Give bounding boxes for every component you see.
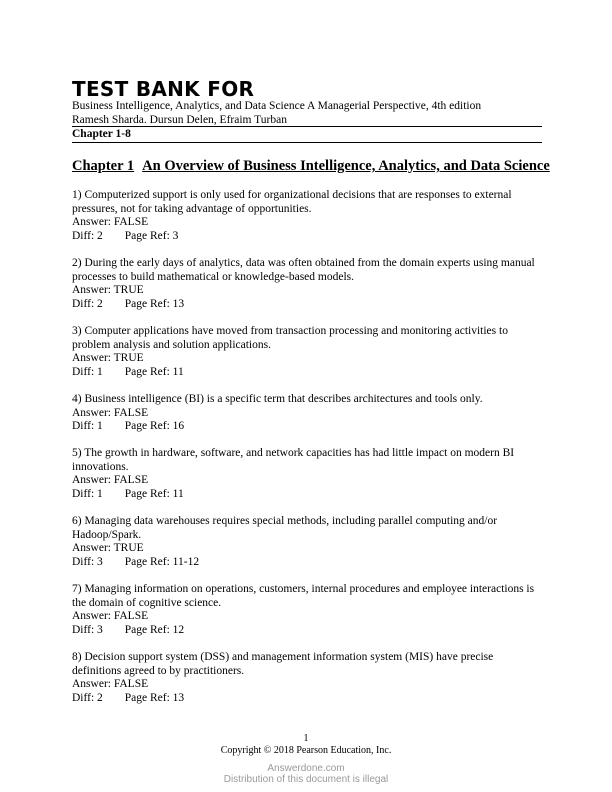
chapter-number: Chapter 1 — [72, 158, 135, 174]
question-meta — [72, 366, 542, 380]
question-text: 7) Managing information on operations, customers, internal procedures and employee interactions is the domain of cognitive science. — [72, 583, 535, 609]
question-difficulty: Diff: 2 — [72, 691, 103, 704]
question-page-ref: Page Ref: 16 — [124, 420, 185, 433]
question-item — [72, 583, 542, 637]
question-meta — [72, 230, 542, 244]
question-text: 2) During the early days of analytics, data was often obtained from the domain experts using manual processes to build mathematical or knowledge-based models. — [72, 256, 535, 283]
header-divider-top — [72, 126, 542, 127]
question-item — [72, 189, 542, 243]
question-answer: Answer: FALSE — [72, 406, 149, 419]
question-page-ref: Page Ref: 11 — [124, 488, 184, 501]
question-item — [72, 325, 542, 379]
question-meta — [72, 556, 542, 570]
question-page-ref: Page Ref: 11 — [124, 365, 184, 378]
question-difficulty: Diff: 3 — [72, 624, 103, 636]
chapter-heading — [72, 157, 552, 175]
copyright-notice: Copyright © 2018 Pearson Education, Inc. — [220, 745, 392, 756]
question-difficulty: Diff: 2 — [72, 297, 103, 310]
question-text: 8) Decision support system (DSS) and management information system (MIS) have precise definitions agreed to by practitioners. — [72, 651, 494, 677]
question-answer: Answer: FALSE — [72, 610, 149, 623]
question-page-ref: Page Ref: 12 — [124, 624, 185, 636]
question-difficulty: Diff: 3 — [72, 556, 103, 569]
question-answer: Answer: FALSE — [72, 474, 149, 487]
question-meta — [72, 488, 542, 502]
question-page-ref: Page Ref: 11-12 — [124, 556, 200, 569]
question-answer: Answer: FALSE — [72, 216, 149, 229]
question-meta — [72, 624, 542, 638]
question-item — [72, 515, 542, 569]
question-item — [72, 393, 542, 434]
question-answer: Answer: TRUE — [72, 542, 144, 555]
question-text: 3) Computer applications have moved from transaction processing and monitoring activities to problem analysis and solution applications. — [72, 324, 508, 351]
question-item — [72, 257, 542, 311]
question-item — [72, 651, 542, 705]
question-page-ref: Page Ref: 3 — [124, 229, 179, 242]
watermark-note: Distribution of this document is illegal — [223, 774, 389, 785]
question-difficulty: Diff: 2 — [72, 229, 103, 242]
question-difficulty: Diff: 1 — [72, 488, 103, 501]
question-text: 1) Computerized support is only used for organizational decisions that are responses to external pressures, not for taking advantage of opportunities. — [72, 189, 512, 215]
book-title: Business Intelligence, Analytics, and Data Science A Managerial Perspective, 4th edition — [72, 100, 482, 112]
question-text: 6) Managing data warehouses requires special methods, including parallel computing and/or Hadoop/Spark. — [72, 515, 498, 541]
question-answer: Answer: TRUE — [72, 352, 144, 365]
question-meta — [72, 298, 542, 312]
watermark-site: Answerdone.com — [267, 763, 345, 774]
question-difficulty: Diff: 1 — [72, 365, 103, 378]
chapter-title: An Overview of Business Intelligence, Analytics, and Data Science — [142, 158, 550, 174]
question-list — [72, 189, 542, 719]
book-authors: Ramesh Sharda. Dursun Delen, Efraim Turban — [72, 113, 287, 126]
header-divider-bottom — [72, 142, 542, 143]
page-title: TEST BANK FOR — [72, 77, 255, 101]
question-text: 4) Business intelligence (BI) is a specific term that describes architectures and tools only. — [72, 392, 483, 405]
question-page-ref: Page Ref: 13 — [124, 691, 185, 704]
page-number: 1 — [303, 733, 309, 744]
question-text: 5) The growth in hardware, software, and network capacities has had little impact on modern BI innovations. — [72, 447, 515, 473]
question-answer: Answer: FALSE — [72, 678, 149, 691]
question-meta — [72, 420, 542, 434]
document-header — [72, 78, 542, 127]
question-meta — [72, 692, 542, 706]
chapter-range: Chapter 1-8 — [72, 128, 131, 140]
question-page-ref: Page Ref: 13 — [124, 297, 185, 310]
question-difficulty: Diff: 1 — [72, 420, 103, 433]
question-item — [72, 447, 542, 501]
question-answer: Answer: TRUE — [72, 284, 144, 297]
